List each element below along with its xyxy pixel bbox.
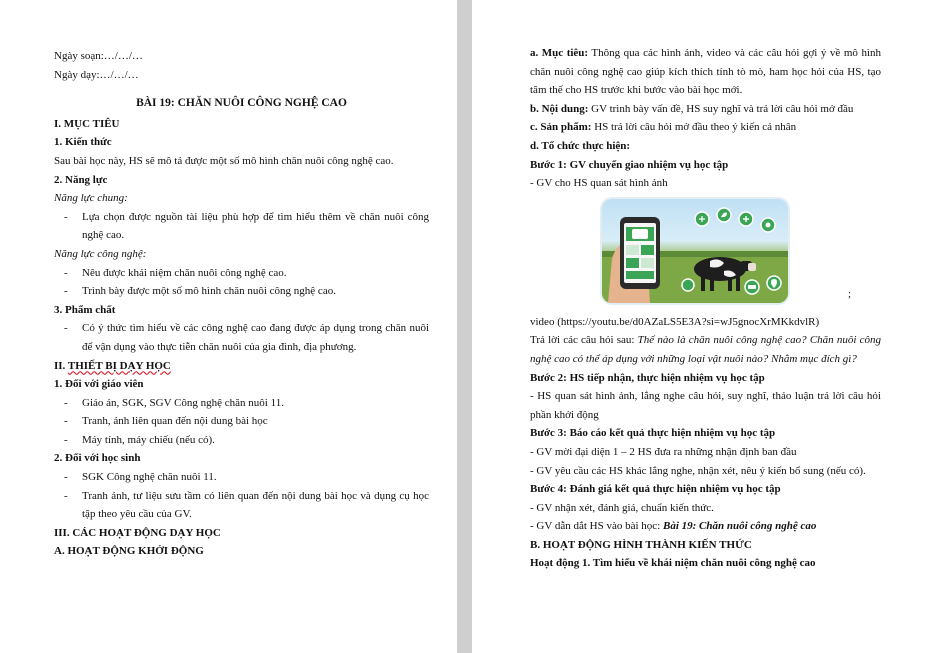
general-competence-list (54, 208, 429, 245)
page-content-left (54, 47, 429, 561)
content-label: b. Nội dung: (530, 102, 589, 115)
content-text: GV trình bày vấn đề, HS suy nghĩ và trả lời câu hỏi mở đầu (588, 102, 854, 115)
section-equipment-number: II. (54, 359, 68, 372)
list-item: - Tranh ảnh, tư liệu sưu tầm có liên quan đến nội dung bài học và dụng cụ học tập theo yêu cầu của GV. (54, 487, 429, 524)
list-item: - Máy tính, máy chiếu (nếu có). (54, 431, 429, 450)
section-equipment-text: THIẾT BỊ DẠY HỌC (67, 359, 171, 372)
smart-farm-image (602, 199, 788, 303)
heading-warmup: A. HOẠT ĐỘNG KHỞI ĐỘNG (54, 545, 204, 558)
section-equipment (54, 357, 429, 376)
teacher-list (54, 394, 429, 450)
step4-lead-in (530, 517, 881, 536)
heading-qualities: 3. Phẩm chất (54, 303, 116, 316)
step4-line: - GV nhận xét, đánh giá, chuẩn kiến thức. (530, 501, 714, 514)
heading-for-student: 2. Đối với học sinh (54, 452, 141, 465)
organization-label: d. Tổ chức thực hiện: (530, 139, 631, 152)
tech-competence-list (54, 264, 429, 301)
objective-text: Thông qua các hình ảnh, video và các câu hỏi gợi ý về mô hình chăn nuôi công nghệ cao giúp kích thích tính tò mò, ham học hỏi của HS, tạo tâm thế cho HS trước khi bước vào bài học mới. (530, 47, 881, 97)
list-item: - Giáo án, SGK, SGV Công nghệ chăn nuôi 11. (54, 394, 429, 413)
section-objectives: I. MỤC TIÊU (54, 117, 120, 130)
tech-competence-label: Năng lực công nghệ: (54, 247, 147, 260)
step3-line: - GV mời đại diện 1 – 2 HS đưa ra những nhận định ban đầu (530, 445, 797, 458)
objective-label: a. Mục tiêu: (530, 47, 589, 59)
list-item: - Lựa chọn được nguồn tài liệu phù hợp để tìm hiểu thêm về chăn nuôi công nghệ cao. (54, 208, 429, 245)
step4-lead-prefix: - GV dẫn dắt HS vào bài học: (530, 520, 663, 533)
question-text: Thế nào là chăn nuôi công nghệ cao? Chăn nuôi công nghệ cao có thể áp dụng với những loại vật nuôi nào? Nhằm mục đích gì? (530, 334, 881, 365)
qualities-list (54, 319, 429, 356)
product-label: c. Sản phẩm: (530, 121, 592, 134)
video-link[interactable]: video (https://youtu.be/d0AZaLS5E3A?si=wJ5gnocXrMKkdvlR) (530, 315, 820, 328)
date-prepared: Ngày soạn:…/…/… (54, 50, 143, 62)
figure-container (530, 197, 881, 309)
list-item: - SGK Công nghệ chăn nuôi 11. (54, 468, 429, 487)
page-content-right (530, 44, 881, 573)
step1-heading: Bước 1: GV chuyển giao nhiệm vụ học tập (530, 158, 729, 171)
question-paragraph (530, 331, 881, 368)
lesson-title: BÀI 19: CHĂN NUÔI CÔNG NGHỆ CAO (136, 97, 347, 110)
step1-line: - GV cho HS quan sát hình ảnh (530, 177, 668, 190)
smart-farm-illustration (602, 199, 788, 303)
date-taught: Ngày dạy:…/…/… (54, 68, 139, 81)
product-paragraph (530, 118, 881, 137)
list-item: - Nêu được khái niệm chăn nuôi công nghệ cao. (54, 264, 429, 283)
figure-semicolon: ; (848, 287, 852, 300)
step2-heading: Bước 2: HS tiếp nhận, thực hiện nhiệm vụ học tập (530, 371, 765, 384)
product-text: HS trả lời câu hỏi mở đầu theo ý kiến cá nhân (591, 121, 797, 134)
step4-heading: Bước 4: Đánh giá kết quả thực hiện nhiệm vụ học tập (530, 483, 781, 496)
document-page-right (472, 0, 929, 653)
step3-line: - GV yêu cầu các HS khác lắng nghe, nhận xét, nêu ý kiến bổ sung (nếu có). (530, 464, 866, 477)
step2-line: - HS quan sát hình ảnh, lắng nghe câu hỏi, suy nghĩ, thảo luận trả lời câu hỏi phần khởi động (530, 390, 881, 421)
document-page-left (0, 0, 457, 653)
list-item: - Tranh, ảnh liên quan đến nội dung bài học (54, 412, 429, 431)
heading-knowledge: 1. Kiến thức (54, 136, 112, 149)
objective-paragraph (530, 44, 881, 100)
general-competence-label: Năng lực chung: (54, 192, 128, 205)
student-list (54, 468, 429, 524)
question-prefix: Trả lời các câu hỏi sau: (530, 334, 638, 347)
heading-competence: 2. Năng lực (54, 173, 108, 186)
activity1-heading: Hoạt động 1. Tìm hiểu về khái niệm chăn nuôi công nghệ cao (530, 557, 816, 570)
step3-heading: Bước 3: Báo cáo kết quả thực hiện nhiệm vụ học tập (530, 427, 776, 440)
knowledge-text: Sau bài học này, HS sẽ mô tả được một số mô hình chăn nuôi công nghệ cao. (54, 154, 394, 167)
section-activities: III. CÁC HOẠT ĐỘNG DẠY HỌC (54, 526, 221, 539)
list-item: - Trình bày được một số mô hình chăn nuôi công nghệ cao. (54, 282, 429, 301)
heading-for-teacher: 1. Đối với giáo viên (54, 378, 144, 391)
step4-lesson-name: Bài 19: Chăn nuôi công nghệ cao (663, 520, 817, 533)
list-item: - Có ý thức tìm hiểu về các công nghệ cao đang được áp dụng trong chăn nuôi để vận dụng vào thực tiễn chăn nuôi của gia đình, địa phương. (54, 319, 429, 356)
content-paragraph (530, 100, 881, 119)
heading-knowledge-formation: B. HOẠT ĐỘNG HÌNH THÀNH KIẾN THỨC (530, 538, 752, 551)
